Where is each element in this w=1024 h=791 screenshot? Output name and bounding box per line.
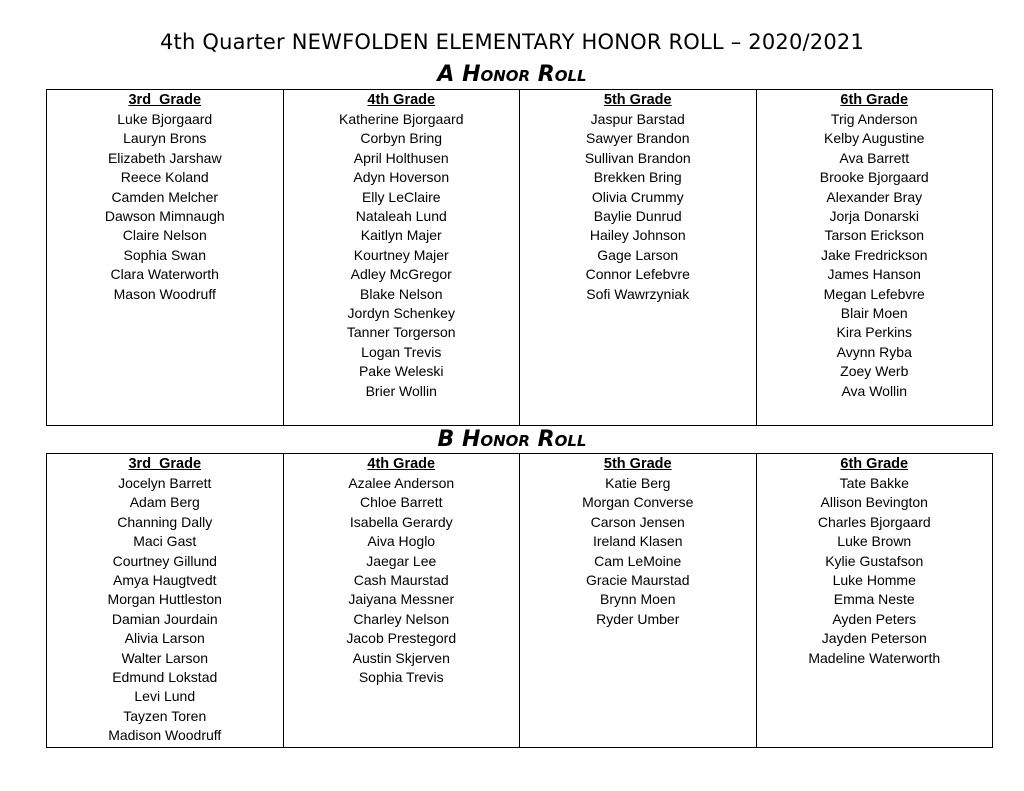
student-name: Amya Haugtvedt	[113, 572, 217, 589]
student-name: Jocelyn Barrett	[118, 475, 212, 491]
student-name: Avynn Ryba	[836, 343, 912, 360]
student-name: Blake Nelson	[360, 285, 443, 302]
student-name: Dawson Mimnaugh	[104, 208, 225, 225]
student-name: Nataleah Lund	[355, 208, 447, 225]
student-name: Ava Wollin	[841, 382, 908, 399]
student-name: Elizabeth Jarshaw	[107, 149, 222, 166]
grade-header: 6th Grade	[840, 92, 909, 108]
student-name: Ava Barrett	[839, 149, 910, 166]
student-name: Kira Perkins	[836, 324, 912, 341]
student-name: Charley Nelson	[353, 610, 450, 627]
student-name: Edmund Lokstad	[112, 669, 218, 686]
student-name: Madison Woodruff	[108, 727, 222, 744]
student-name: Olivia Crummy	[591, 188, 684, 205]
student-name: Jaspur Barstad	[590, 111, 685, 127]
student-name: Zoey Werb	[840, 363, 909, 380]
student-name: Camden Melcher	[111, 188, 219, 205]
student-name: Sophia Swan	[123, 246, 206, 263]
student-name: Levi Lund	[134, 688, 196, 705]
student-name: Walter Larson	[121, 649, 209, 666]
student-name: Tayzen Toren	[123, 707, 207, 724]
student-name: Kylie Gustafson	[825, 552, 924, 569]
student-name: Charles Bjorgaard	[817, 513, 931, 530]
student-name: Courtney Gillund	[112, 552, 217, 569]
b-honor-roll-heading: B Honor Roll	[437, 427, 587, 452]
student-name: Reece Koland	[120, 169, 209, 186]
student-name: Blair Moen	[840, 305, 908, 322]
student-name: Sophia Trevis	[358, 669, 444, 686]
student-list	[520, 474, 756, 629]
student-name: Katie Berg	[605, 475, 671, 491]
student-name: Maci Gast	[133, 533, 197, 550]
grade-header: 3rd Grade	[128, 456, 202, 472]
b-roll-3rd-grade-column	[47, 454, 284, 747]
student-name: Jayden Peterson	[821, 630, 927, 647]
student-name: Clara Waterworth	[110, 266, 219, 283]
student-name: Luke Bjorgaard	[117, 111, 213, 127]
a-roll-5th-grade-column	[520, 90, 757, 425]
student-name: Austin Skjerven	[352, 649, 450, 666]
student-name: Connor Lefebvre	[585, 266, 690, 283]
student-name: Mason Woodruff	[113, 285, 216, 302]
student-list	[520, 110, 756, 304]
student-name: James Hanson	[827, 266, 921, 283]
student-name: Cam LeMoine	[594, 552, 682, 569]
student-name: Jorja Donarski	[829, 208, 919, 225]
grade-header: 4th Grade	[367, 92, 436, 108]
student-list	[757, 110, 993, 401]
student-name: Megan Lefebvre	[823, 285, 925, 302]
student-name: Jake Fredrickson	[820, 246, 928, 263]
student-list	[284, 474, 520, 687]
student-name: Katherine Bjorgaard	[338, 111, 464, 127]
student-list	[757, 474, 993, 668]
student-name: Elly LeClaire	[361, 188, 441, 205]
student-name: Allison Bevington	[820, 494, 928, 511]
grade-header: 5th Grade	[603, 92, 672, 108]
student-name: Sullivan Brandon	[584, 149, 691, 166]
student-name: Luke Brown	[837, 533, 912, 550]
student-name: Channing Dally	[117, 513, 213, 530]
student-list	[284, 110, 520, 401]
student-name: Ayden Peters	[832, 610, 917, 627]
student-name: Damian Jourdain	[111, 610, 218, 627]
student-name: Isabella Gerardy	[349, 513, 453, 530]
student-name: Tate Bakke	[839, 475, 909, 491]
student-name: Gracie Maurstad	[586, 572, 690, 589]
student-name: Adley McGregor	[350, 266, 452, 283]
b-roll-6th-grade-column	[757, 454, 993, 747]
student-name: Azalee Anderson	[348, 475, 455, 491]
student-name: Madeline Waterworth	[808, 649, 941, 666]
b-roll-4th-grade-column	[284, 454, 521, 747]
student-name: Sofi Wawrzyniak	[586, 285, 690, 302]
student-name: Ryder Umber	[596, 610, 680, 627]
a-roll-6th-grade-column	[757, 90, 993, 425]
grade-header: 5th Grade	[603, 456, 672, 472]
student-name: Baylie Dunrud	[593, 208, 682, 225]
a-honor-roll-table	[46, 89, 993, 426]
b-roll-5th-grade-column	[520, 454, 757, 747]
student-name: Morgan Huttleston	[107, 591, 222, 608]
b-honor-roll-table	[46, 453, 993, 748]
student-name: Kaitlyn Majer	[360, 227, 442, 244]
grade-header: 6th Grade	[840, 456, 909, 472]
student-name: Jordyn Schenkey	[347, 305, 455, 322]
a-roll-4th-grade-column	[284, 90, 521, 425]
student-name: Kourtney Majer	[353, 246, 449, 263]
student-name: Emma Neste	[833, 591, 915, 608]
student-name: Sawyer Brandon	[585, 130, 690, 147]
student-name: Alivia Larson	[124, 630, 205, 647]
student-name: Gage Larson	[597, 246, 679, 263]
student-name: Aiva Hoglo	[367, 533, 436, 550]
student-name: Chloe Barrett	[360, 494, 443, 511]
student-name: Ireland Klasen	[592, 533, 683, 550]
student-name: Kelby Augustine	[824, 130, 925, 147]
student-name: Logan Trevis	[361, 343, 442, 360]
student-name: Luke Homme	[832, 572, 916, 589]
student-name: Tarson Erickson	[824, 227, 925, 244]
student-list	[47, 110, 283, 304]
student-name: Trig Anderson	[830, 111, 918, 127]
student-name: Tanner Torgerson	[346, 324, 456, 341]
student-name: Carson Jensen	[590, 513, 685, 530]
student-name: Alexander Bray	[826, 188, 923, 205]
document-title: 4th Quarter NEWFOLDEN ELEMENTARY HONOR ROLL – 2020/2021	[159, 30, 865, 54]
student-name: Jaiyana Messner	[348, 591, 455, 608]
student-name: Corbyn Bring	[360, 130, 443, 147]
student-list	[47, 474, 283, 746]
student-name: Brynn Moen	[600, 591, 676, 608]
student-name: Jacob Prestegord	[346, 630, 457, 647]
student-name: Cash Maurstad	[353, 572, 449, 589]
a-honor-roll-heading: A Honor Roll	[437, 62, 587, 87]
a-roll-3rd-grade-column	[47, 90, 284, 425]
student-name: Brooke Bjorgaard	[819, 169, 929, 186]
student-name: April Holthusen	[353, 149, 449, 166]
grade-header: 4th Grade	[367, 456, 436, 472]
student-name: Jaegar Lee	[366, 552, 437, 569]
student-name: Brekken Bring	[593, 169, 682, 186]
student-name: Adyn Hoverson	[353, 169, 450, 186]
grade-header: 3rd Grade	[128, 92, 202, 108]
student-name: Claire Nelson	[122, 227, 207, 244]
student-name: Adam Berg	[129, 494, 200, 511]
student-name: Morgan Converse	[582, 494, 694, 511]
student-name: Lauryn Brons	[123, 130, 207, 147]
student-name: Pake Weleski	[358, 363, 444, 380]
student-name: Hailey Johnson	[589, 227, 686, 244]
student-name: Brier Wollin	[365, 382, 437, 399]
